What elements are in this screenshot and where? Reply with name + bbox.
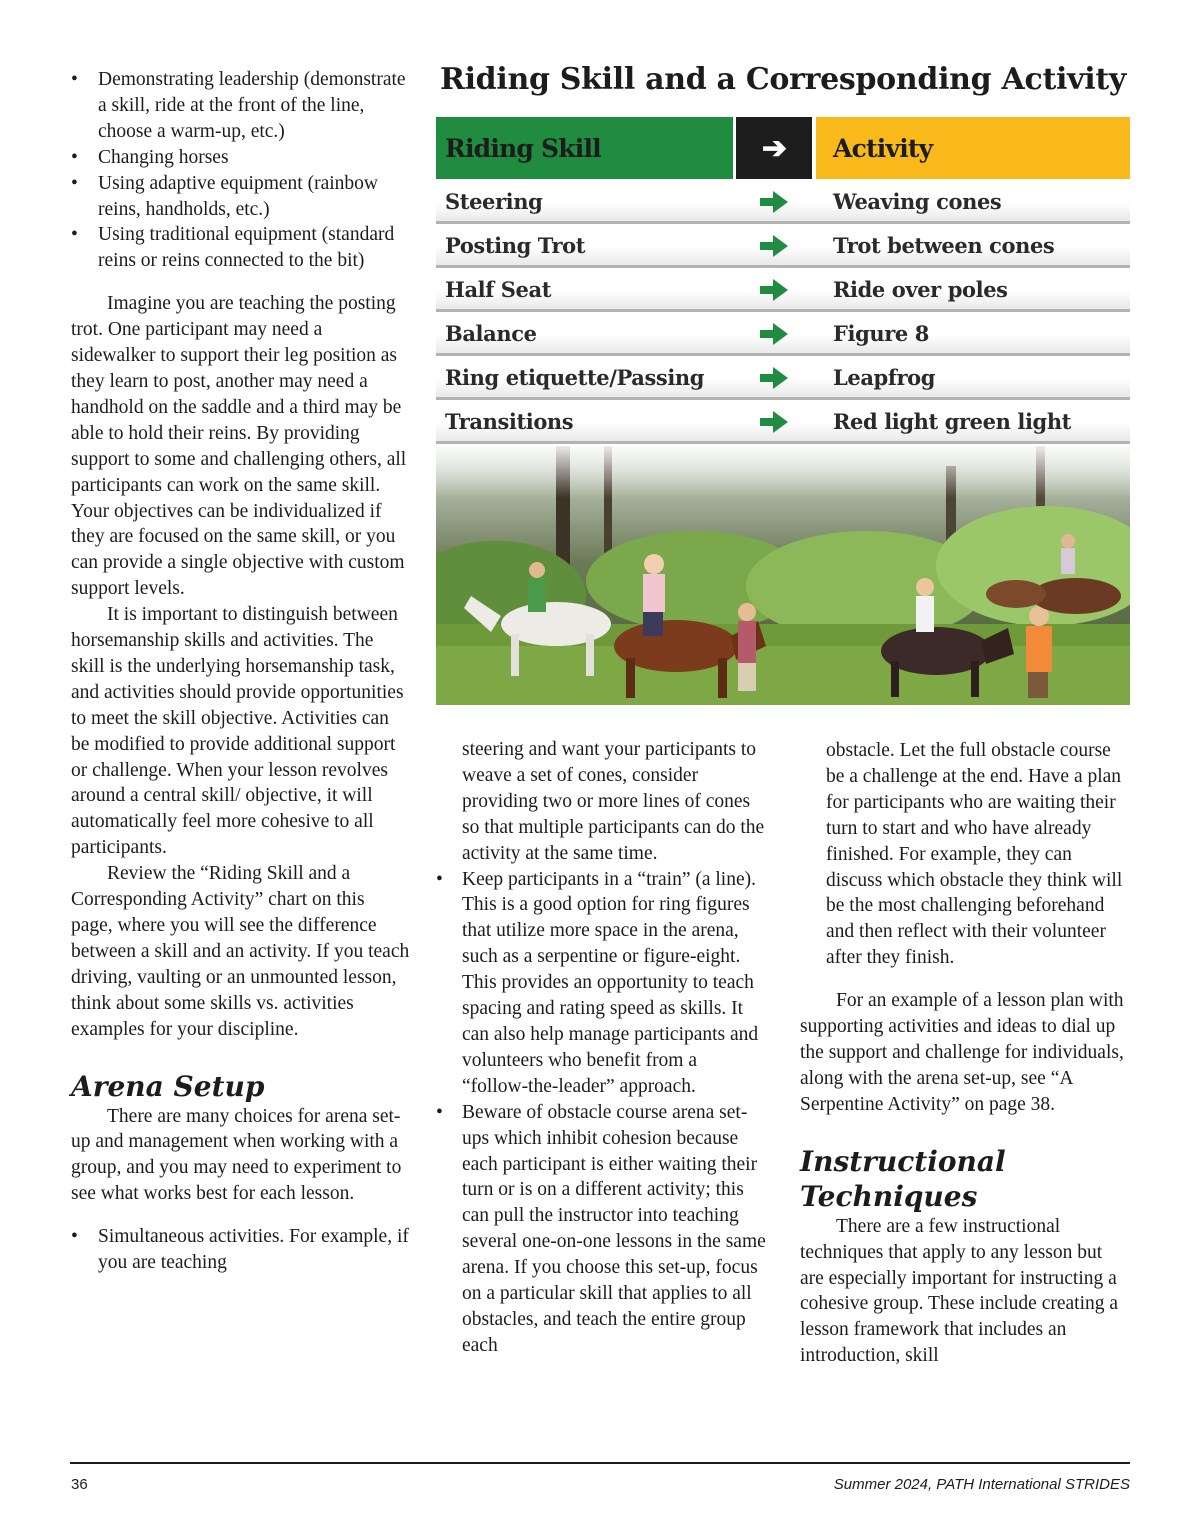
heading-line: Techniques: [800, 1179, 978, 1213]
list-item: • Using traditional equipment (standard reins or reins connected to the bit): [71, 222, 411, 274]
riders-on-horses-image: [436, 446, 1130, 705]
table-row: [436, 312, 1130, 356]
benefits-bullet-list: [71, 67, 411, 274]
chart-title: Riding Skill and a Corresponding Activity: [439, 62, 1127, 97]
arrow-icon: [759, 410, 789, 434]
middle-column: [436, 737, 766, 1359]
activity-cell: Red light green light: [833, 409, 1071, 434]
chart-header: [436, 117, 1130, 179]
list-item: • Using adaptive equipment (rainbow reins, handholds, etc.): [71, 171, 411, 223]
body-paragraph: obstacle. Let the full obstacle course be a challenge at the end. Have a plan for participants who are waiting their turn to start and who have already finished. For example, they can discuss which obstacle they think will be the most challenging beforehand and then reflect with their volunteer after they finish.: [826, 740, 1123, 969]
body-paragraph: Review the “Riding Skill and a Corresponding Activity” chart on this page, where you will see the difference between a skill and an activity. If you teach driving, vaulting or an unmounted lesson, think about some skills vs. activities examples for your discipline.: [71, 863, 410, 1040]
skill-cell: Steering: [445, 189, 543, 214]
table-row: [436, 268, 1130, 312]
skill-cell: Balance: [445, 321, 537, 346]
left-column: [71, 67, 411, 1276]
arrow-icon: [759, 322, 789, 346]
arena-setup-heading: Arena Setup: [71, 1069, 265, 1103]
skill-cell: Ring etiquette/Passing: [445, 365, 705, 390]
activity-header: Activity: [816, 117, 1130, 179]
arrow-icon: ➔: [736, 117, 812, 179]
body-paragraph: Imagine you are teaching the posting trot. One participant may need a sidewalker to support their leg position as they learn to post, another may need a handhold on the saddle and a third may be able to hold their reins. By providing support to some and challenging others, all participants can work on the same skill. Your objectives can be individualized if they are focused on the same skill, or you can provide a single objective with custom support levels.: [71, 293, 407, 600]
arrow-icon: [759, 366, 789, 390]
right-column: [800, 738, 1130, 1369]
body-paragraph: There are many choices for arena set-up and management when working with a group, and you may need to experiment to see what works best for each lesson.: [71, 1105, 402, 1205]
list-item: • Simultaneous activities. For example, if you are teaching: [71, 1224, 411, 1276]
skill-activity-table: [436, 180, 1130, 444]
instructional-techniques-heading: [800, 1144, 1130, 1214]
arrow-icon: [759, 190, 789, 214]
activity-cell: Weaving cones: [833, 189, 1002, 214]
skill-cell: Transitions: [445, 409, 574, 434]
body-paragraph: There are a few instructional techniques that apply to any lesson but are especially important for instructing a cohesive group. These include creating a lesson framework that includes an introduction, skill: [800, 1215, 1119, 1367]
skill-cell: Posting Trot: [445, 233, 586, 258]
list-item: • Demonstrating leadership (demonstrate a skill, ride at the front of the line, choose a warm-up, etc.): [71, 67, 411, 145]
list-item: • Keep participants in a “train” (a line). This is a good option for ring figures that utilize more space in the arena, such as a serpentine or figure-eight. This provides an opportunity to teach spacing and rating speed as skills. It can also help manage participants and volunteers who benefit from a “follow-the-leader” approach.: [436, 867, 766, 1100]
activity-cell: Ride over poles: [833, 277, 1008, 302]
list-item: • Changing horses: [71, 145, 411, 171]
table-row: [436, 356, 1130, 400]
table-row: [436, 224, 1130, 268]
activity-cell: Figure 8: [833, 321, 929, 346]
skill-cell: Half Seat: [445, 277, 552, 302]
body-paragraph: It is important to distinguish between horsemanship skills and activities. The skill is the underlying horsemanship task, and activities should provide opportunities to meet the skill objective. Activities can be modified to provide additional support or challenge. When your lesson revolves around a central skill/ objective, it will automatically feel more cohesive to all participants.: [71, 604, 404, 859]
arrow-icon: [759, 234, 789, 258]
riders-photo: [436, 446, 1130, 705]
publication-footer: Summer 2024, PATH International STRIDES: [833, 1476, 1130, 1493]
footer-divider: [70, 1462, 1130, 1464]
arena-bullet-list: [436, 867, 766, 1359]
page-number: 36: [71, 1476, 88, 1493]
arrow-icon: [759, 278, 789, 302]
riding-skill-header: Riding Skill: [436, 117, 733, 179]
body-paragraph: steering and want your participants to weave a set of cones, consider providing two or more lines of cones so that multiple participants can do the activity at the same time.: [462, 739, 765, 864]
table-row: [436, 400, 1130, 444]
activity-cell: Leapfrog: [833, 365, 936, 390]
arena-bullet-list: [71, 1224, 411, 1276]
list-item: • Beware of obstacle course arena set-ups which inhibit cohesion because each participant is either waiting their turn or is on a different activity; this can pull the instructor into teaching several one-on-one lessons in the same arena. If you choose this set-up, focus on a particular skill that applies to all obstacles, and teach the entire group each: [436, 1100, 766, 1359]
body-paragraph: For an example of a lesson plan with supporting activities and ideas to dial up the support and challenge for individuals, along with the arena set-up, see “A Serpentine Activity” on page 38.: [800, 990, 1124, 1115]
activity-cell: Trot between cones: [833, 233, 1055, 258]
table-row: [436, 180, 1130, 224]
heading-line: Instructional: [800, 1144, 1006, 1178]
